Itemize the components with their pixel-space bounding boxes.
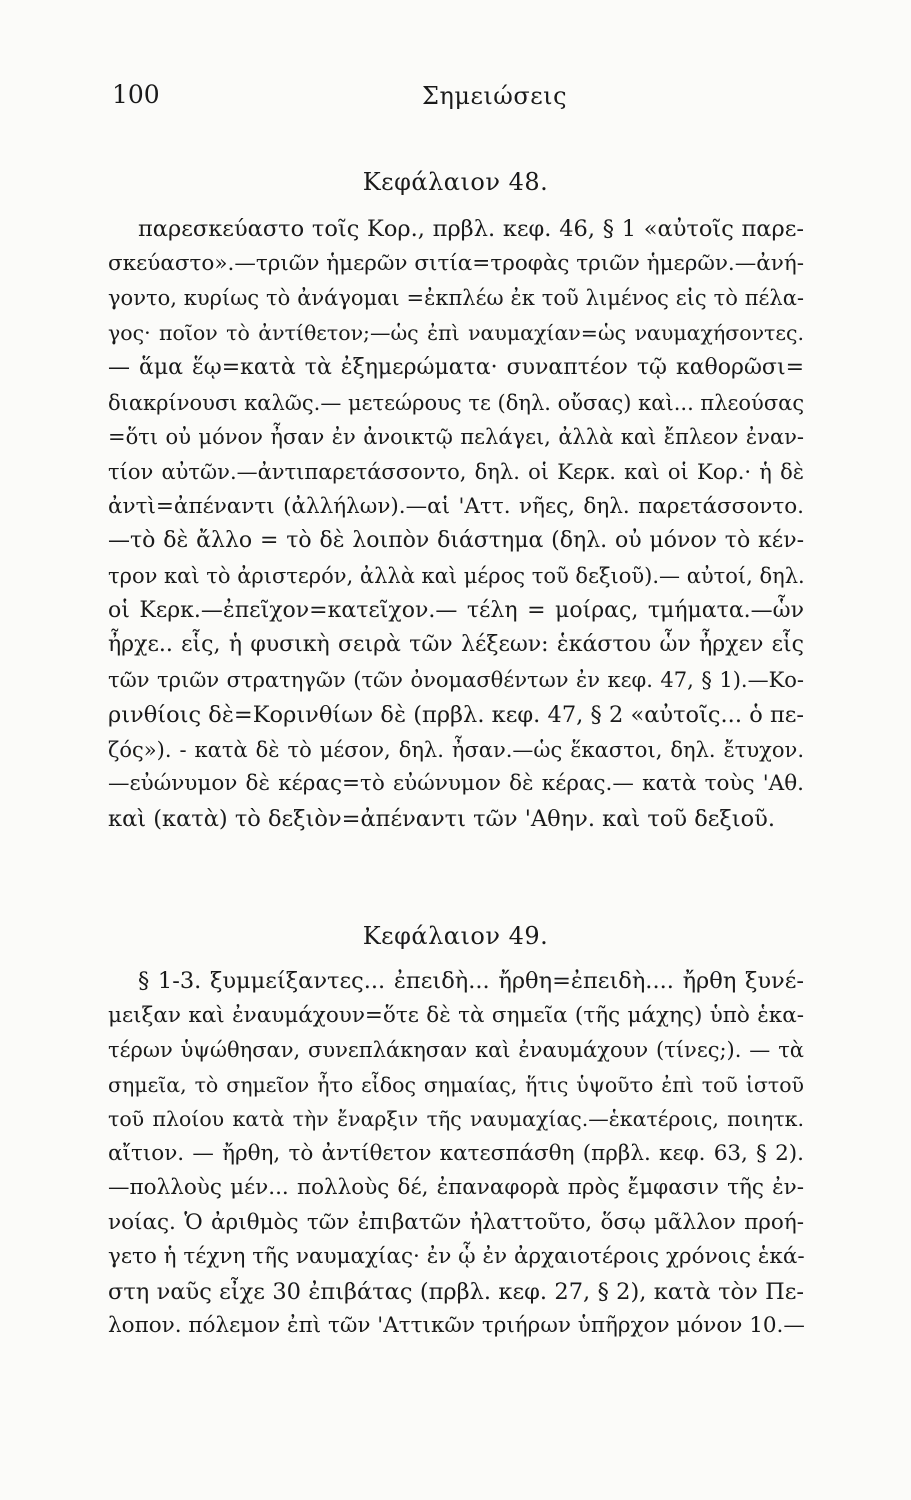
text-line: =ὅτι οὐ μόνον ἦσαν ἐν ἀνοικτῷ πελάγει, ἀλλὰ καὶ ἔπλεον ἐναν- <box>108 425 804 450</box>
text-line: τέρων ὑψώθησαν, συνεπλάκησαν καὶ ἐναυμάχουν (τίνες;). — τὰ <box>108 1038 804 1062</box>
text-line: —τὸ δὲ ἄλλο = τὸ δὲ λοιπὸν διάστημα (δηλ. οὐ μόνον τὸ κέν- <box>108 528 804 554</box>
text-line: —εὐώνυμον δὲ κέρας=τὸ εὐώνυμον δὲ κέρας.— κατὰ τοὺς 'Αθ. <box>108 771 804 797</box>
text-line: τρον καὶ τὸ ἀριστερόν, ἀλλὰ καὶ μέρος τοῦ δεξιοῦ).— αὐτοί, δηλ. <box>108 564 805 588</box>
running-head: Σημειώσεις <box>422 82 568 110</box>
page-header <box>112 80 802 120</box>
text-line: λοπον. πόλεμον ἐπὶ τῶν 'Αττικῶν τριήρων ὑπῆρχον μόνον 10.— <box>108 1313 805 1338</box>
text-line: καὶ (κατὰ) τὸ δεξιὸν=ἀπέναντι τῶν 'Αθην. καὶ τοῦ δεξιοῦ. <box>108 805 776 832</box>
text-line: γετο ἡ τέχνη τῆς ναυμαχίας· ἐν ᾧ ἐν ἀρχαιοτέροις χρόνοις ἑκά- <box>108 1244 805 1269</box>
text-line: γος· ποῖον τὸ ἀντίθετον;—ὡς ἐπὶ ναυμαχίαν=ὡς ναυμαχήσοντες. <box>108 321 804 346</box>
text-line: μειξαν καὶ ἐναυμάχουν=ὅτε δὲ τὰ σημεῖα (τῆς μάχης) ὑπὸ ἑκα- <box>108 1002 804 1028</box>
text-line: οἱ Κερκ.—ἐπεῖχον=κατεῖχον.— τέλη = μοίρας, τμήματα.—ὧν <box>108 597 804 623</box>
text-line: παρεσκεύαστο τοῖς Κορ., πρβλ. κεφ. 46, § 1 «αὐτοῖς παρε- <box>138 216 804 242</box>
chapter-48-title: Κεφάλαιον 48. <box>362 168 549 196</box>
text-line: διακρίνουσι καλῶς.— μετεώρους τε (δηλ. οὔσας) καὶ... πλεούσας <box>108 390 805 415</box>
text-line: σκεύαστο».—τριῶν ἡμερῶν σιτία=τροφὰς τριῶν ἡμερῶν.—ἀνή- <box>108 250 804 276</box>
text-line: αἴτιον. — ἤρθη, τὸ ἀντίθετον κατεσπάσθη (πρβλ. κεφ. 63, § 2). <box>108 1140 804 1166</box>
text-line: νοίας. Ὁ ἀριθμὸς τῶν ἐπιβατῶν ἠλαττοῦτο, ὅσῳ μᾶλλον προή- <box>108 1209 804 1235</box>
text-line: ἦρχε.. εἷς, ἡ φυσικὴ σειρὰ τῶν λέξεων: ἑκάστου ὧν ἦρχεν εἷς <box>108 632 804 658</box>
text-line: σημεῖα, τὸ σημεῖον ἦτο εἶδος σημαίας, ἥτις ὑψοῦτο ἐπὶ τοῦ ἱστοῦ <box>108 1072 804 1097</box>
text-line: —πολλοὺς μέν... πολλοὺς δέ, ἐπαναφορὰ πρὸς ἔμφασιν τῆς ἐν- <box>108 1175 804 1200</box>
text-line: τοῦ πλοίου κατὰ τὴν ἔναρξιν τῆς ναυμαχίας.—ἑκατέροις, ποιητκ. <box>108 1107 804 1131</box>
text-line: § 1-3. ξυμμείξαντες... ἐπειδὴ... ἤρθη=ἐπειδὴ.... ἤρθη ξυνέ- <box>138 968 804 994</box>
text-line: ζός»). - κατὰ δὲ τὸ μέσον, δηλ. ἦσαν.—ὡς ἕκαστοι, δηλ. ἔτυχον. <box>108 737 804 762</box>
text-line: — ἅμα ἕῳ=κατὰ τὰ ἐξημερώματα· συναπτέον τῷ καθορῶσι= <box>108 354 804 380</box>
page-number: 100 <box>112 80 160 109</box>
chapter-49-title: Κεφάλαιον 49. <box>362 922 549 950</box>
text-line: ἀντὶ=ἀπέναντι (ἀλλήλων).—αἱ 'Αττ. νῆες, δηλ. παρετάσσοντο. <box>108 493 804 519</box>
text-line: τίον αὐτῶν.—ἀντιπαρετάσσοντο, δηλ. οἱ Κερκ. καὶ οἱ Κορ.· ἡ δὲ <box>108 459 804 484</box>
text-line: στη ναῦς εἶχε 30 ἐπιβάτας (πρβλ. κεφ. 27, § 2), κατὰ τὸν Πε- <box>108 1278 804 1305</box>
text-line: τῶν τριῶν στρατηγῶν (τῶν ὀνομασθέντων ἐν κεφ. 47, § 1).—Κο- <box>108 668 804 693</box>
text-line: ρινθίοις δὲ=Κορινθίων δὲ (πρβλ. κεφ. 47, § 2 «αὐτοῖς... ὁ πε- <box>108 701 804 728</box>
text-line: γοντο, κυρίως τὸ ἀνάγομαι =ἐκπλέω ἐκ τοῦ λιμένος εἰς τὸ πέλα- <box>108 286 804 311</box>
